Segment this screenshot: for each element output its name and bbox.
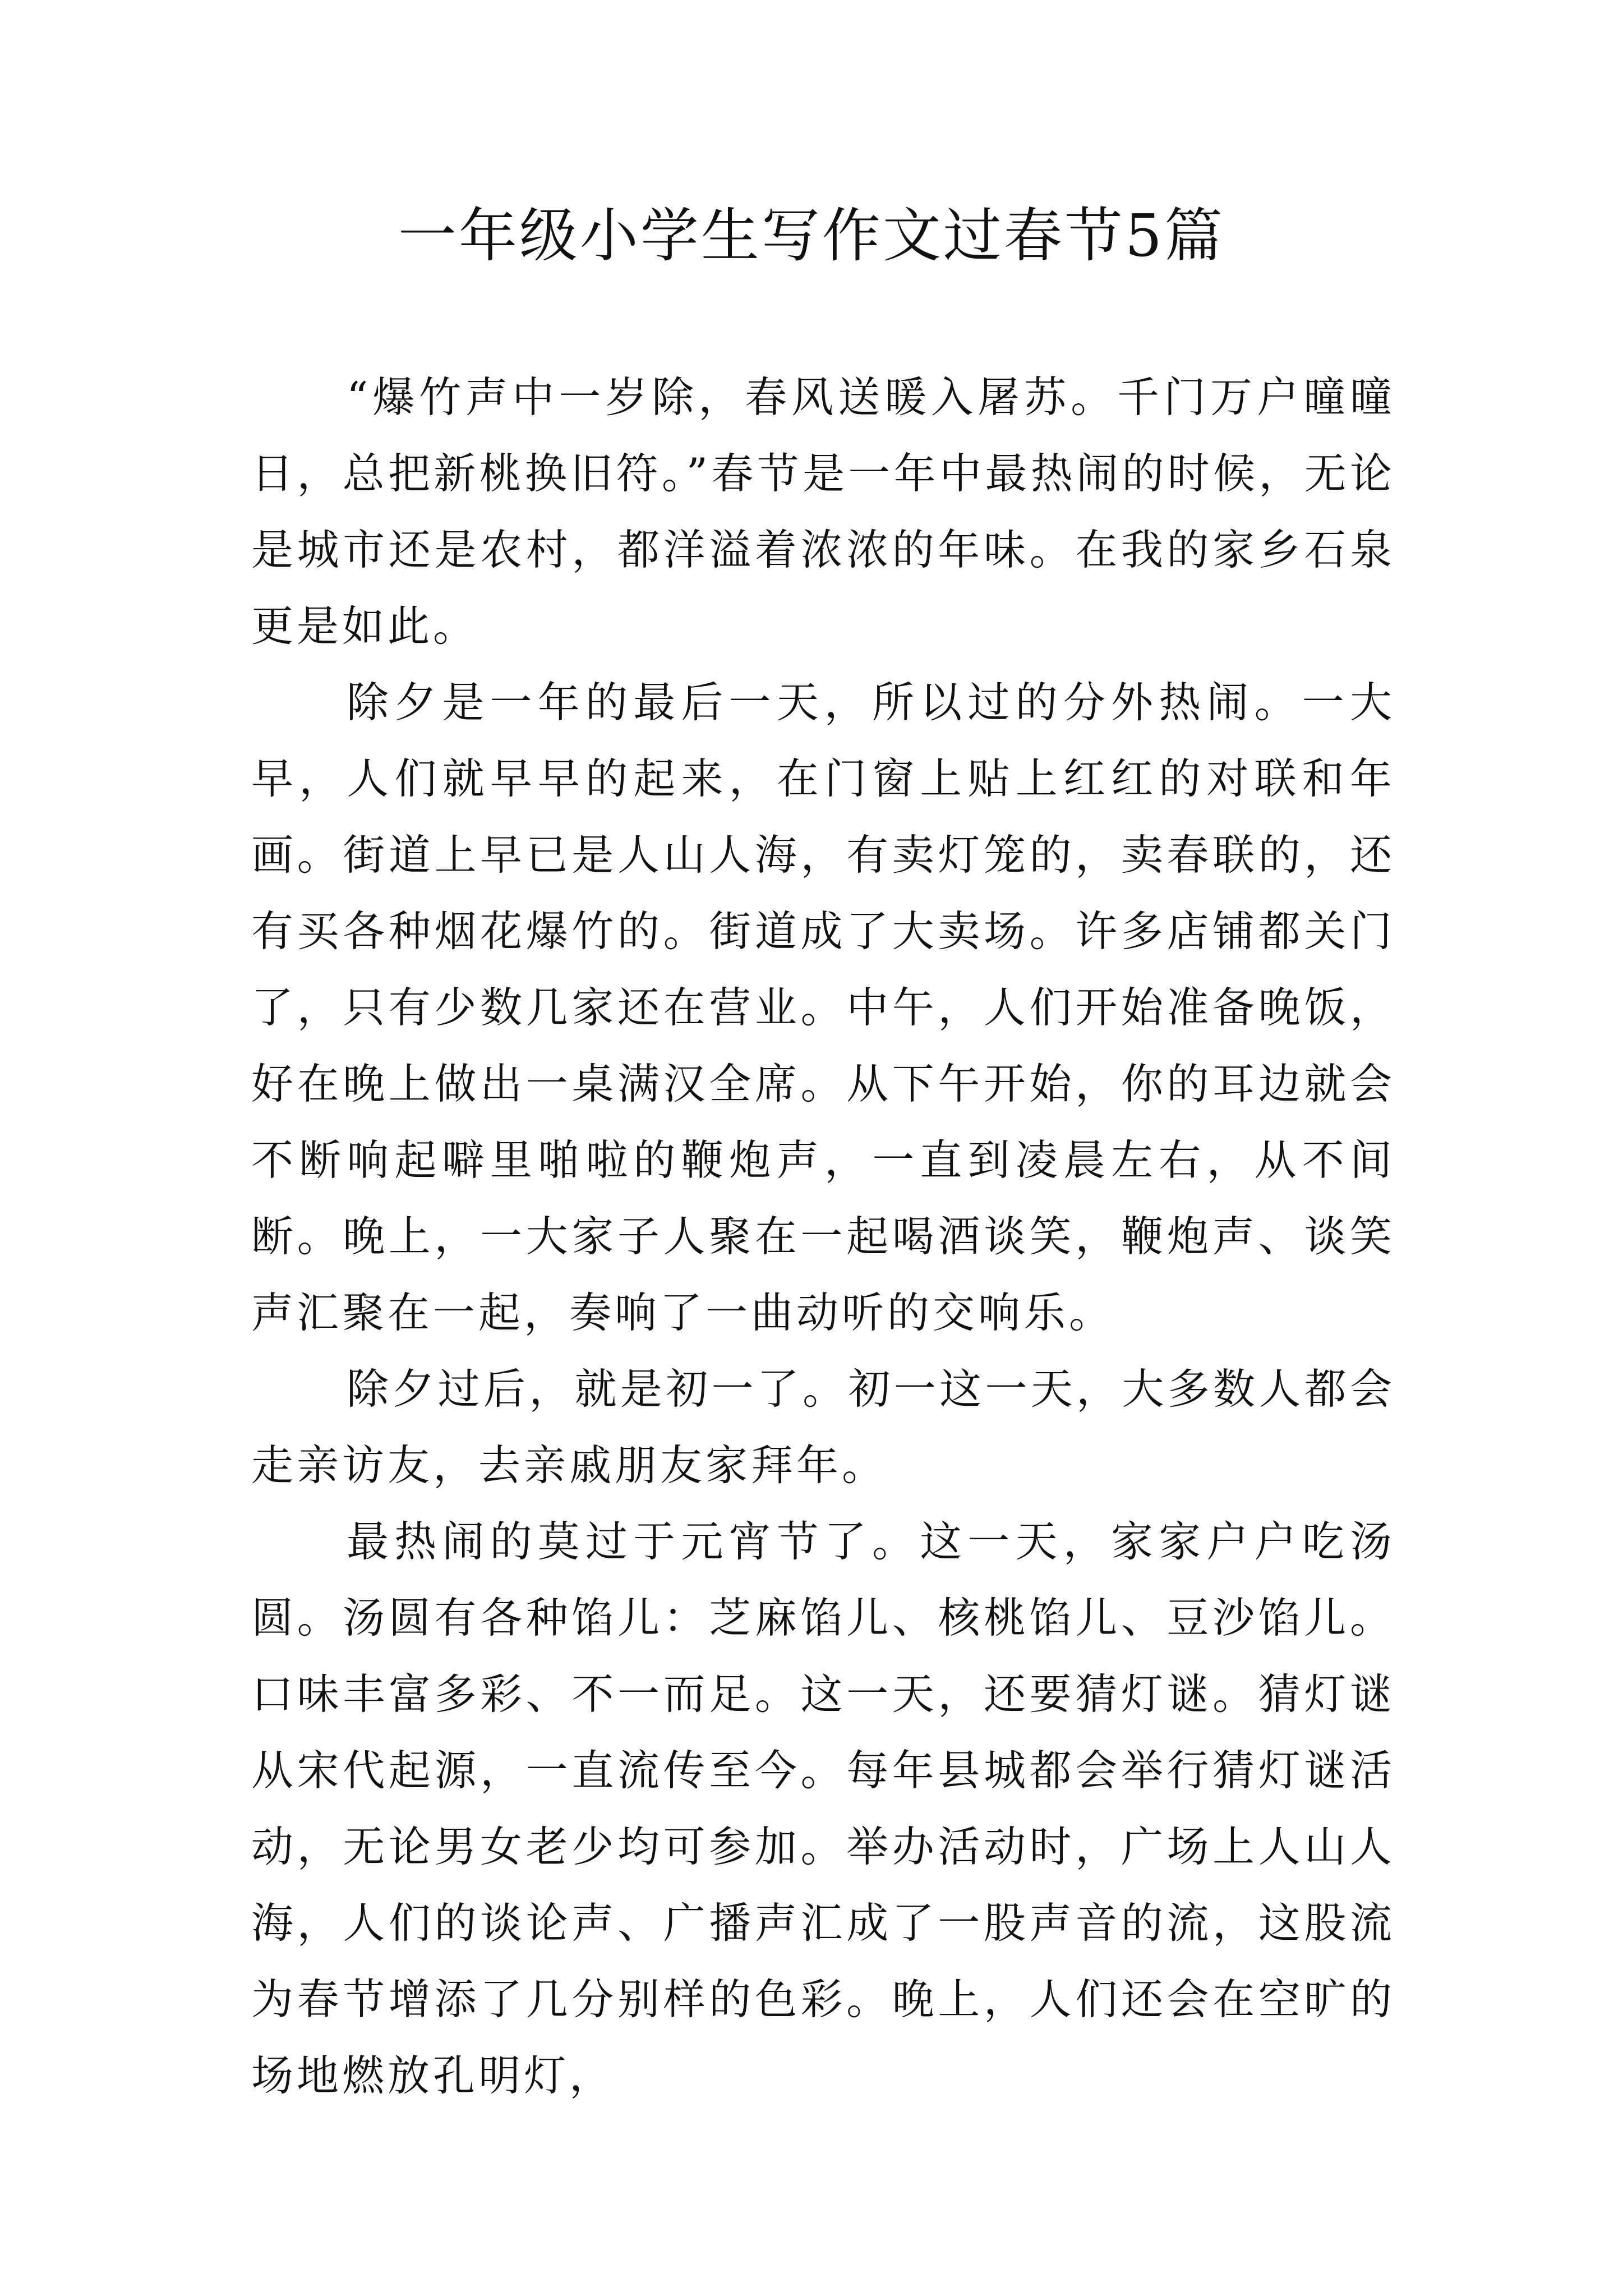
paragraph-3: 除夕过后，就是初一了。初一这一天，大多数人都会走亲访友，去亲戚朋友家拜年。: [251, 1364, 1395, 1490]
paragraph-2: 除夕是一年的最后一天，所以过的分外热闹。一大早，人们就早早的起来，在门窗上贴上红红的对联和年画。街道上早已是人山人海，有卖灯笼的，卖春联的，还有买各种烟花爆竹的。街道成了大卖场。许多店铺都关门了，只有少数几家还在营业。中午，人们开始准备晚饭，好在晚上做出一桌满汉全席。从下午开始，你的耳边就会不断响起噼里啪啦的鞭炮声，一直到凌晨左右，从不间断。晚上，一大家子人聚在一起喝酒谈笑，鞭炮声、谈笑声汇聚在一起，奏响了一曲动听的交响乐。: [251, 678, 1395, 1337]
paragraph-4: 最热闹的莫过于元宵节了。这一天，家家户户吃汤圆。汤圆有各种馅儿：芝麻馅儿、核桃馅儿、豆沙馅儿。口味丰富多彩、不一而足。这一天，还要猜灯谜。猜灯谜从宋代起源，一直流传至今。每年县城都会举行猜灯谜活动，无论男女老少均可参加。举办活动时，广场上人山人海，人们的谈论声、广播声汇成了一股声音的流，这股流为春节增添了几分别样的色彩。晚上，人们还会在空旷的场地燃放孔明灯，: [251, 1517, 1395, 2100]
paragraph-1: “爆竹声中一岁除，春风送暖入屠苏。千门万户曈曈日，总把新桃换旧符。”春节是一年中最热闹的时候，无论是城市还是农村，都洋溢着浓浓的年味。在我的家乡石泉更是如此。: [251, 372, 1395, 651]
document-title: 一年级小学生写作文过春节5篇: [398, 201, 1225, 270]
document-body: [251, 359, 1395, 2114]
